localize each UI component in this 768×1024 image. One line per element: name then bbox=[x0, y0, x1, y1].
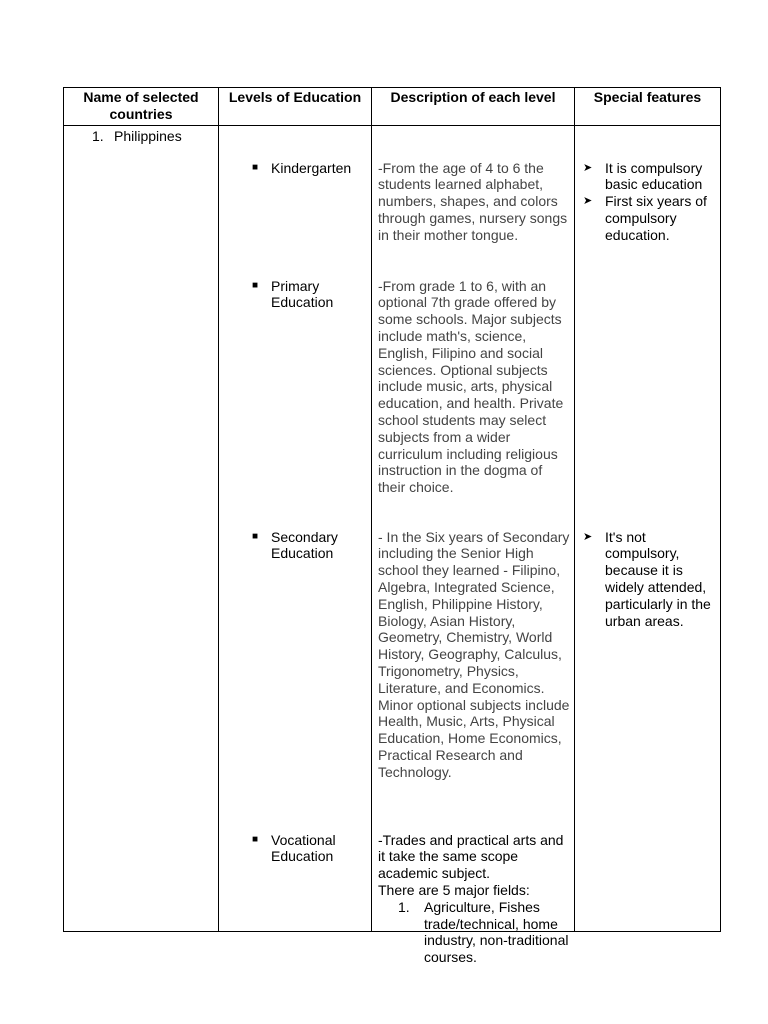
square-bullet-icon: ■ bbox=[252, 530, 259, 542]
list-item bbox=[583, 160, 716, 194]
education-table bbox=[63, 87, 721, 966]
description-kindergarten: -From the age of 4 to 6 the students learned alphabet, numbers, shapes, and colors through games, nursery songs in their mother tongue. bbox=[378, 159, 568, 243]
features-cell bbox=[575, 125, 721, 931]
country-name: Philippines bbox=[114, 127, 182, 144]
table-header-row bbox=[64, 88, 721, 126]
level-name: Secondary Education bbox=[271, 528, 338, 562]
feature-text: It's not compulsory, because it is widely attended, particularly in the urban areas. bbox=[605, 528, 711, 629]
description-primary: -From grade 1 to 6, with an optional 7th grade offered by some schools. Major subjects include math's, science, English, Filipino and social sciences. Optional subjects include music, arts, physical education, and health. Private school students may select subjects from a wider curriculum including religious instruction in the dogma of their choice. bbox=[378, 277, 564, 496]
level-item-kindergarten bbox=[219, 160, 371, 177]
feature-text: It is compulsory basic education bbox=[605, 159, 703, 193]
arrow-bullet-icon: ➤ bbox=[583, 530, 593, 543]
arrow-bullet-icon: ➤ bbox=[583, 161, 593, 174]
country-number: 1. bbox=[92, 127, 104, 144]
square-bullet-icon: ■ bbox=[252, 833, 259, 845]
level-name: Vocational Education bbox=[271, 831, 336, 865]
arrow-bullet-icon: ➤ bbox=[583, 195, 593, 208]
header-description: Description of each level bbox=[372, 88, 575, 126]
list-number: 1. bbox=[398, 898, 410, 915]
list-item bbox=[378, 899, 570, 966]
levels-cell bbox=[219, 125, 372, 931]
description-vocational bbox=[378, 832, 570, 966]
list-item bbox=[583, 193, 716, 243]
table-row bbox=[64, 125, 721, 931]
level-item-primary bbox=[219, 278, 371, 312]
description-secondary bbox=[378, 529, 570, 781]
square-bullet-icon: ■ bbox=[252, 279, 259, 291]
list-item bbox=[583, 529, 716, 630]
description-secondary-main: - In the Six years of Secondary including the Senior High school they learned - Filipino, Algebra, Integrated Science, English, Philippine History, Biology, Asian History, Geometry, Chemistry, World History, Geography, Calculus, Trigonometry, Physics, Literature, and Economics. bbox=[378, 528, 570, 696]
description-secondary-optional: Minor optional subjects include Health, Music, Arts, Physical Education, Home Economics, Practical Research and Technology. bbox=[378, 696, 570, 780]
features-secondary bbox=[583, 529, 716, 630]
header-levels: Levels of Education bbox=[219, 88, 372, 126]
descriptions-cell bbox=[372, 125, 575, 966]
description-vocational-fields-intro: There are 5 major fields: bbox=[378, 881, 530, 898]
feature-text: First six years of compulsory education. bbox=[605, 193, 707, 243]
level-name: Primary Education bbox=[271, 277, 334, 311]
level-item-vocational bbox=[219, 832, 371, 866]
features-kindergarten bbox=[583, 160, 716, 244]
header-country: Name of selected countries bbox=[64, 88, 219, 126]
description-vocational-main: -Trades and practical arts and it take the same scope academic subject. bbox=[378, 831, 564, 882]
level-name: Kindergarten bbox=[271, 159, 352, 176]
country-cell bbox=[64, 125, 219, 931]
list-text: Agriculture, Fishes trade/technical, home industry, non-traditional courses. bbox=[424, 898, 569, 966]
level-item-secondary bbox=[219, 529, 371, 563]
square-bullet-icon: ■ bbox=[252, 161, 259, 173]
header-features: Special features bbox=[575, 88, 721, 126]
